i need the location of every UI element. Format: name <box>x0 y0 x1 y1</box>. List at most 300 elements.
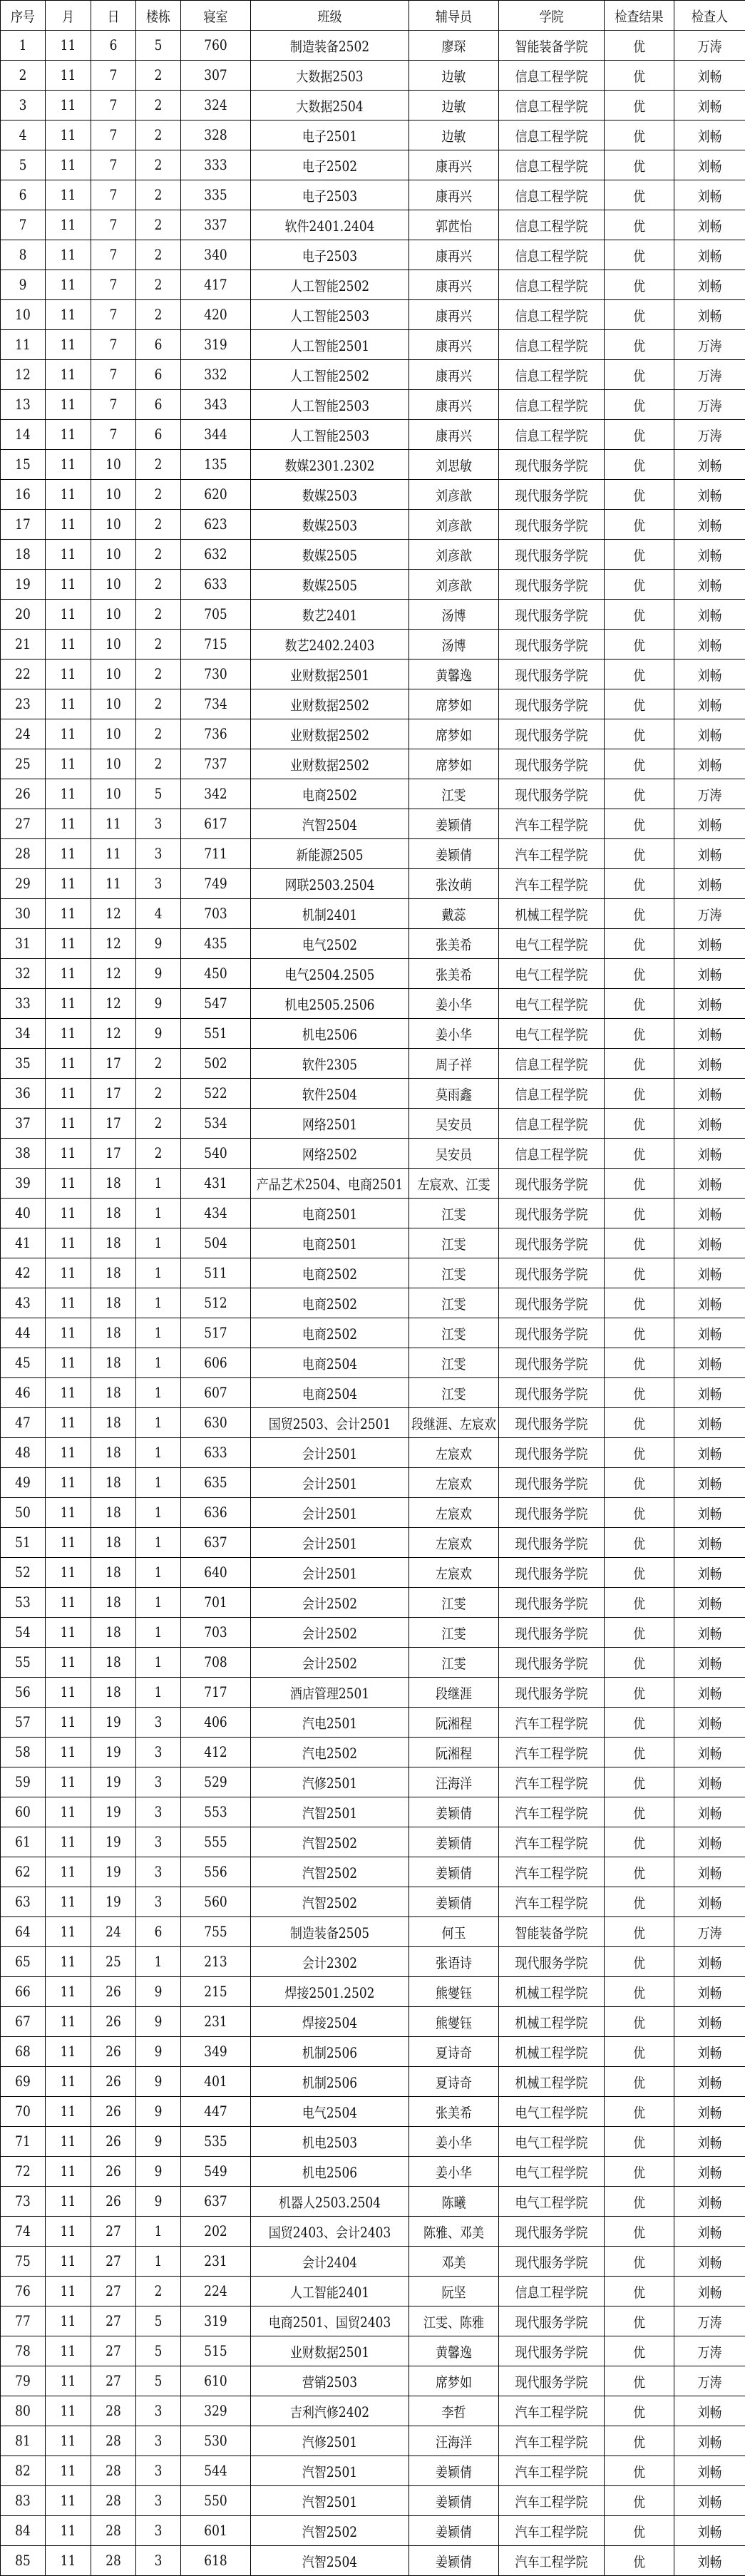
cell-month: 11 <box>46 180 91 210</box>
table-row <box>1 390 745 420</box>
cell-index: 68 <box>1 2037 46 2067</box>
cell-college: 现代服务学院 <box>499 1348 605 1378</box>
cell-room: 135 <box>181 450 251 480</box>
cell-inspector: 刘畅 <box>674 719 745 749</box>
cell-result: 优 <box>605 1438 674 1468</box>
cell-counselor: 姜颖倩 <box>409 1827 499 1857</box>
cell-month: 11 <box>46 1378 91 1408</box>
cell-result: 优 <box>605 2247 674 2277</box>
cell-building: 2 <box>136 1139 181 1169</box>
cell-inspector: 刘畅 <box>674 929 745 959</box>
cell-building: 5 <box>136 779 181 809</box>
cell-inspector: 刘畅 <box>674 1438 745 1468</box>
cell-building: 6 <box>136 360 181 390</box>
cell-day: 11 <box>91 869 136 899</box>
cell-counselor: 汤博 <box>409 630 499 660</box>
cell-day: 18 <box>91 1199 136 1228</box>
cell-building: 2 <box>136 510 181 540</box>
cell-day: 26 <box>91 2157 136 2187</box>
cell-college: 信息工程学院 <box>499 2277 605 2306</box>
cell-class: 网络2501 <box>251 1109 409 1139</box>
cell-building: 9 <box>136 2007 181 2037</box>
cell-index: 50 <box>1 1498 46 1528</box>
cell-room: 703 <box>181 899 251 929</box>
cell-building: 1 <box>136 1318 181 1348</box>
cell-index: 26 <box>1 779 46 809</box>
cell-month: 11 <box>46 899 91 929</box>
cell-class: 吉利汽修2402 <box>251 2396 409 2426</box>
cell-college: 现代服务学院 <box>499 749 605 779</box>
cell-college: 汽车工程学院 <box>499 869 605 899</box>
table-row <box>1 2277 745 2306</box>
table-row <box>1 2217 745 2247</box>
cell-building: 9 <box>136 1019 181 1049</box>
table-row <box>1 510 745 540</box>
cell-result: 优 <box>605 1049 674 1079</box>
cell-result: 优 <box>605 240 674 270</box>
cell-class: 焊接2501.2502 <box>251 1977 409 2007</box>
cell-college: 电气工程学院 <box>499 2187 605 2217</box>
cell-class: 汽电2502 <box>251 1738 409 1767</box>
cell-building: 2 <box>136 91 181 120</box>
cell-building: 1 <box>136 1228 181 1258</box>
cell-day: 18 <box>91 1618 136 1648</box>
cell-counselor: 席梦如 <box>409 749 499 779</box>
cell-month: 11 <box>46 1917 91 1947</box>
cell-class: 人工智能2401 <box>251 2277 409 2306</box>
cell-index: 6 <box>1 180 46 210</box>
cell-result: 优 <box>605 480 674 510</box>
cell-college: 汽车工程学院 <box>499 1797 605 1827</box>
cell-index: 55 <box>1 1648 46 1678</box>
cell-building: 2 <box>136 210 181 240</box>
cell-class: 制造装备2505 <box>251 1917 409 1947</box>
table-row <box>1 240 745 270</box>
cell-class: 机电2503 <box>251 2127 409 2157</box>
cell-class: 汽智2501 <box>251 2486 409 2516</box>
cell-room: 737 <box>181 749 251 779</box>
cell-room: 420 <box>181 300 251 330</box>
cell-counselor: 江雯、陈雅 <box>409 2306 499 2336</box>
cell-day: 26 <box>91 2097 136 2127</box>
cell-day: 18 <box>91 1378 136 1408</box>
table-row <box>1 1199 745 1228</box>
cell-index: 62 <box>1 1857 46 1887</box>
cell-class: 人工智能2502 <box>251 270 409 300</box>
table-row <box>1 2247 745 2277</box>
cell-inspector: 刘畅 <box>674 2097 745 2127</box>
cell-building: 1 <box>136 1588 181 1618</box>
cell-class: 大数据2504 <box>251 91 409 120</box>
cell-inspector: 刘畅 <box>674 1288 745 1318</box>
cell-day: 18 <box>91 1258 136 1288</box>
cell-college: 信息工程学院 <box>499 180 605 210</box>
cell-room: 431 <box>181 1169 251 1199</box>
cell-index: 20 <box>1 600 46 630</box>
cell-room: 511 <box>181 1258 251 1288</box>
cell-counselor: 阮坚 <box>409 2277 499 2306</box>
cell-college: 信息工程学院 <box>499 390 605 420</box>
cell-room: 406 <box>181 1708 251 1738</box>
cell-building: 2 <box>136 150 181 180</box>
cell-day: 18 <box>91 1348 136 1378</box>
cell-index: 78 <box>1 2336 46 2366</box>
cell-day: 10 <box>91 480 136 510</box>
cell-building: 3 <box>136 2486 181 2516</box>
cell-index: 3 <box>1 91 46 120</box>
cell-month: 11 <box>46 959 91 989</box>
cell-day: 7 <box>91 360 136 390</box>
cell-month: 11 <box>46 360 91 390</box>
cell-class: 业财数据2502 <box>251 689 409 719</box>
cell-day: 26 <box>91 2127 136 2157</box>
cell-counselor: 莫雨鑫 <box>409 1079 499 1109</box>
cell-counselor: 黄馨逸 <box>409 2336 499 2366</box>
cell-room: 534 <box>181 1109 251 1139</box>
cell-result: 优 <box>605 1468 674 1498</box>
cell-inspector: 刘畅 <box>674 2396 745 2426</box>
cell-college: 信息工程学院 <box>499 1139 605 1169</box>
cell-building: 1 <box>136 1378 181 1408</box>
cell-room: 755 <box>181 1917 251 1947</box>
cell-day: 7 <box>91 61 136 91</box>
cell-college: 现代服务学院 <box>499 2336 605 2366</box>
cell-college: 信息工程学院 <box>499 91 605 120</box>
cell-day: 26 <box>91 2187 136 2217</box>
cell-index: 71 <box>1 2127 46 2157</box>
cell-inspector: 刘畅 <box>674 1318 745 1348</box>
cell-building: 6 <box>136 330 181 360</box>
cell-month: 11 <box>46 1708 91 1738</box>
cell-index: 25 <box>1 749 46 779</box>
cell-index: 36 <box>1 1079 46 1109</box>
cell-counselor: 刘彦歆 <box>409 480 499 510</box>
table-body <box>1 31 745 2576</box>
cell-inspector: 万涛 <box>674 779 745 809</box>
cell-day: 7 <box>91 150 136 180</box>
cell-result: 优 <box>605 1109 674 1139</box>
cell-month: 11 <box>46 839 91 869</box>
cell-inspector: 刘畅 <box>674 839 745 869</box>
table-row <box>1 929 745 959</box>
cell-room: 202 <box>181 2217 251 2247</box>
cell-building: 2 <box>136 480 181 510</box>
cell-class: 国贸2403、会计2403 <box>251 2217 409 2247</box>
cell-day: 10 <box>91 719 136 749</box>
cell-counselor: 夏诗奇 <box>409 2037 499 2067</box>
cell-building: 3 <box>136 2456 181 2486</box>
cell-inspector: 刘畅 <box>674 120 745 150</box>
cell-index: 18 <box>1 540 46 570</box>
table-row <box>1 1079 745 1109</box>
cell-index: 34 <box>1 1019 46 1049</box>
cell-result: 优 <box>605 1588 674 1618</box>
cell-room: 343 <box>181 390 251 420</box>
cell-result: 优 <box>605 2486 674 2516</box>
cell-index: 27 <box>1 809 46 839</box>
cell-index: 11 <box>1 330 46 360</box>
cell-building: 9 <box>136 2157 181 2187</box>
cell-result: 优 <box>605 1139 674 1169</box>
cell-month: 11 <box>46 1199 91 1228</box>
table-row <box>1 1468 745 1498</box>
table-row <box>1 2157 745 2187</box>
cell-index: 57 <box>1 1708 46 1738</box>
cell-room: 711 <box>181 839 251 869</box>
cell-building: 1 <box>136 1438 181 1468</box>
cell-day: 19 <box>91 1767 136 1797</box>
cell-room: 703 <box>181 1618 251 1648</box>
cell-month: 11 <box>46 1288 91 1318</box>
cell-inspector: 万涛 <box>674 420 745 450</box>
cell-day: 26 <box>91 1977 136 2007</box>
cell-inspector: 刘畅 <box>674 2486 745 2516</box>
cell-inspector: 刘畅 <box>674 2067 745 2097</box>
table-row <box>1 420 745 450</box>
table-row <box>1 2037 745 2067</box>
cell-result: 优 <box>605 2306 674 2336</box>
header-class: 班级 <box>251 1 409 31</box>
cell-month: 11 <box>46 2187 91 2217</box>
cell-room: 530 <box>181 2426 251 2456</box>
cell-building: 1 <box>136 2217 181 2247</box>
cell-index: 44 <box>1 1318 46 1348</box>
header-college: 学院 <box>499 1 605 31</box>
cell-month: 11 <box>46 1558 91 1588</box>
cell-class: 汽修2501 <box>251 1767 409 1797</box>
cell-inspector: 刘畅 <box>674 1468 745 1498</box>
cell-class: 软件2401.2404 <box>251 210 409 240</box>
cell-class: 国贸2503、会计2501 <box>251 1408 409 1438</box>
cell-month: 11 <box>46 1468 91 1498</box>
cell-day: 26 <box>91 2067 136 2097</box>
cell-index: 46 <box>1 1378 46 1408</box>
cell-college: 现代服务学院 <box>499 1468 605 1498</box>
table-row <box>1 2007 745 2037</box>
cell-counselor: 李哲 <box>409 2396 499 2426</box>
cell-college: 汽车工程学院 <box>499 839 605 869</box>
cell-room: 435 <box>181 929 251 959</box>
cell-inspector: 刘畅 <box>674 600 745 630</box>
cell-class: 软件2305 <box>251 1049 409 1079</box>
cell-college: 现代服务学院 <box>499 1438 605 1468</box>
cell-college: 现代服务学院 <box>499 600 605 630</box>
cell-building: 1 <box>136 1408 181 1438</box>
cell-college: 电气工程学院 <box>499 2157 605 2187</box>
cell-class: 会计2501 <box>251 1498 409 1528</box>
cell-counselor: 席梦如 <box>409 2366 499 2396</box>
cell-class: 机制2506 <box>251 2037 409 2067</box>
cell-inspector: 刘畅 <box>674 1019 745 1049</box>
cell-building: 5 <box>136 2366 181 2396</box>
cell-result: 优 <box>605 510 674 540</box>
cell-index: 67 <box>1 2007 46 2037</box>
cell-month: 11 <box>46 31 91 61</box>
cell-result: 优 <box>605 1797 674 1827</box>
cell-result: 优 <box>605 869 674 899</box>
cell-month: 11 <box>46 719 91 749</box>
table-row <box>1 989 745 1019</box>
cell-inspector: 刘畅 <box>674 450 745 480</box>
cell-inspector: 刘畅 <box>674 1827 745 1857</box>
cell-counselor: 陈雅、邓美 <box>409 2217 499 2247</box>
cell-college: 现代服务学院 <box>499 1588 605 1618</box>
table-row <box>1 2127 745 2157</box>
table-row <box>1 120 745 150</box>
cell-month: 11 <box>46 1738 91 1767</box>
cell-inspector: 刘畅 <box>674 1049 745 1079</box>
cell-counselor: 江雯 <box>409 1199 499 1228</box>
cell-room: 335 <box>181 180 251 210</box>
cell-college: 现代服务学院 <box>499 510 605 540</box>
cell-month: 11 <box>46 270 91 300</box>
table-row <box>1 1917 745 1947</box>
cell-class: 业财数据2502 <box>251 719 409 749</box>
cell-index: 61 <box>1 1827 46 1857</box>
cell-day: 18 <box>91 1498 136 1528</box>
cell-inspector: 刘畅 <box>674 1139 745 1169</box>
cell-result: 优 <box>605 330 674 360</box>
cell-result: 优 <box>605 2516 674 2546</box>
cell-index: 24 <box>1 719 46 749</box>
cell-room: 512 <box>181 1288 251 1318</box>
cell-college: 现代服务学院 <box>499 1318 605 1348</box>
cell-building: 9 <box>136 2127 181 2157</box>
cell-class: 汽智2502 <box>251 1857 409 1887</box>
cell-month: 11 <box>46 1827 91 1857</box>
cell-index: 10 <box>1 300 46 330</box>
cell-result: 优 <box>605 1348 674 1378</box>
cell-month: 11 <box>46 2217 91 2247</box>
cell-index: 41 <box>1 1228 46 1258</box>
cell-building: 3 <box>136 809 181 839</box>
cell-result: 优 <box>605 1079 674 1109</box>
table-row <box>1 31 745 61</box>
cell-day: 27 <box>91 2366 136 2396</box>
table-row <box>1 1767 745 1797</box>
cell-counselor: 吴安员 <box>409 1109 499 1139</box>
cell-result: 优 <box>605 2097 674 2127</box>
cell-result: 优 <box>605 630 674 660</box>
cell-college: 现代服务学院 <box>499 1528 605 1558</box>
cell-building: 3 <box>136 869 181 899</box>
cell-result: 优 <box>605 2037 674 2067</box>
cell-building: 2 <box>136 1079 181 1109</box>
cell-building: 2 <box>136 570 181 600</box>
table-row <box>1 270 745 300</box>
cell-class: 机器人2503.2504 <box>251 2187 409 2217</box>
cell-result: 优 <box>605 540 674 570</box>
cell-month: 11 <box>46 2546 91 2576</box>
cell-day: 11 <box>91 809 136 839</box>
table-row <box>1 839 745 869</box>
cell-room: 730 <box>181 660 251 689</box>
cell-inspector: 刘畅 <box>674 2217 745 2247</box>
cell-building: 2 <box>136 630 181 660</box>
cell-counselor: 刘彦歆 <box>409 510 499 540</box>
cell-counselor: 汪海洋 <box>409 2426 499 2456</box>
cell-month: 11 <box>46 749 91 779</box>
header-building: 楼栋 <box>136 1 181 31</box>
cell-class: 电商2502 <box>251 779 409 809</box>
cell-result: 优 <box>605 2456 674 2486</box>
cell-room: 224 <box>181 2277 251 2306</box>
cell-index: 47 <box>1 1408 46 1438</box>
cell-class: 新能源2505 <box>251 839 409 869</box>
cell-building: 9 <box>136 2067 181 2097</box>
cell-inspector: 刘畅 <box>674 1378 745 1408</box>
cell-result: 优 <box>605 31 674 61</box>
cell-college: 智能装备学院 <box>499 1917 605 1947</box>
cell-inspector: 刘畅 <box>674 2127 745 2157</box>
cell-college: 现代服务学院 <box>499 1199 605 1228</box>
cell-room: 550 <box>181 2486 251 2516</box>
cell-inspector: 刘畅 <box>674 660 745 689</box>
cell-result: 优 <box>605 1977 674 2007</box>
cell-result: 优 <box>605 839 674 869</box>
cell-month: 11 <box>46 2037 91 2067</box>
cell-college: 汽车工程学院 <box>499 1857 605 1887</box>
cell-day: 28 <box>91 2396 136 2426</box>
cell-result: 优 <box>605 1408 674 1438</box>
cell-counselor: 左宸欢 <box>409 1558 499 1588</box>
cell-counselor: 江雯 <box>409 1258 499 1288</box>
cell-result: 优 <box>605 1947 674 1977</box>
cell-class: 制造装备2502 <box>251 31 409 61</box>
cell-result: 优 <box>605 2127 674 2157</box>
cell-room: 342 <box>181 779 251 809</box>
cell-result: 优 <box>605 1528 674 1558</box>
cell-building: 1 <box>136 1468 181 1498</box>
cell-day: 18 <box>91 1468 136 1498</box>
header-counselor: 辅导员 <box>409 1 499 31</box>
cell-room: 515 <box>181 2336 251 2366</box>
cell-counselor: 姜颖倩 <box>409 809 499 839</box>
cell-counselor: 江雯 <box>409 1288 499 1318</box>
cell-month: 11 <box>46 510 91 540</box>
cell-month: 11 <box>46 989 91 1019</box>
cell-month: 11 <box>46 1258 91 1288</box>
cell-index: 60 <box>1 1797 46 1827</box>
cell-day: 12 <box>91 929 136 959</box>
table-row <box>1 1797 745 1827</box>
cell-result: 优 <box>605 360 674 390</box>
cell-counselor: 江雯 <box>409 1348 499 1378</box>
cell-month: 11 <box>46 2247 91 2277</box>
cell-day: 10 <box>91 749 136 779</box>
cell-result: 优 <box>605 390 674 420</box>
cell-index: 40 <box>1 1199 46 1228</box>
table-row <box>1 899 745 929</box>
cell-inspector: 刘畅 <box>674 1678 745 1708</box>
cell-month: 11 <box>46 420 91 450</box>
cell-result: 优 <box>605 91 674 120</box>
cell-inspector: 刘畅 <box>674 1588 745 1618</box>
cell-result: 优 <box>605 2277 674 2306</box>
cell-building: 2 <box>136 180 181 210</box>
cell-index: 53 <box>1 1588 46 1618</box>
cell-result: 优 <box>605 300 674 330</box>
cell-room: 307 <box>181 61 251 91</box>
cell-inspector: 万涛 <box>674 360 745 390</box>
cell-college: 现代服务学院 <box>499 1288 605 1318</box>
cell-counselor: 吴安员 <box>409 1139 499 1169</box>
cell-month: 11 <box>46 150 91 180</box>
cell-class: 电商2502 <box>251 1288 409 1318</box>
table-row <box>1 2486 745 2516</box>
cell-counselor: 江雯 <box>409 1618 499 1648</box>
cell-month: 11 <box>46 660 91 689</box>
